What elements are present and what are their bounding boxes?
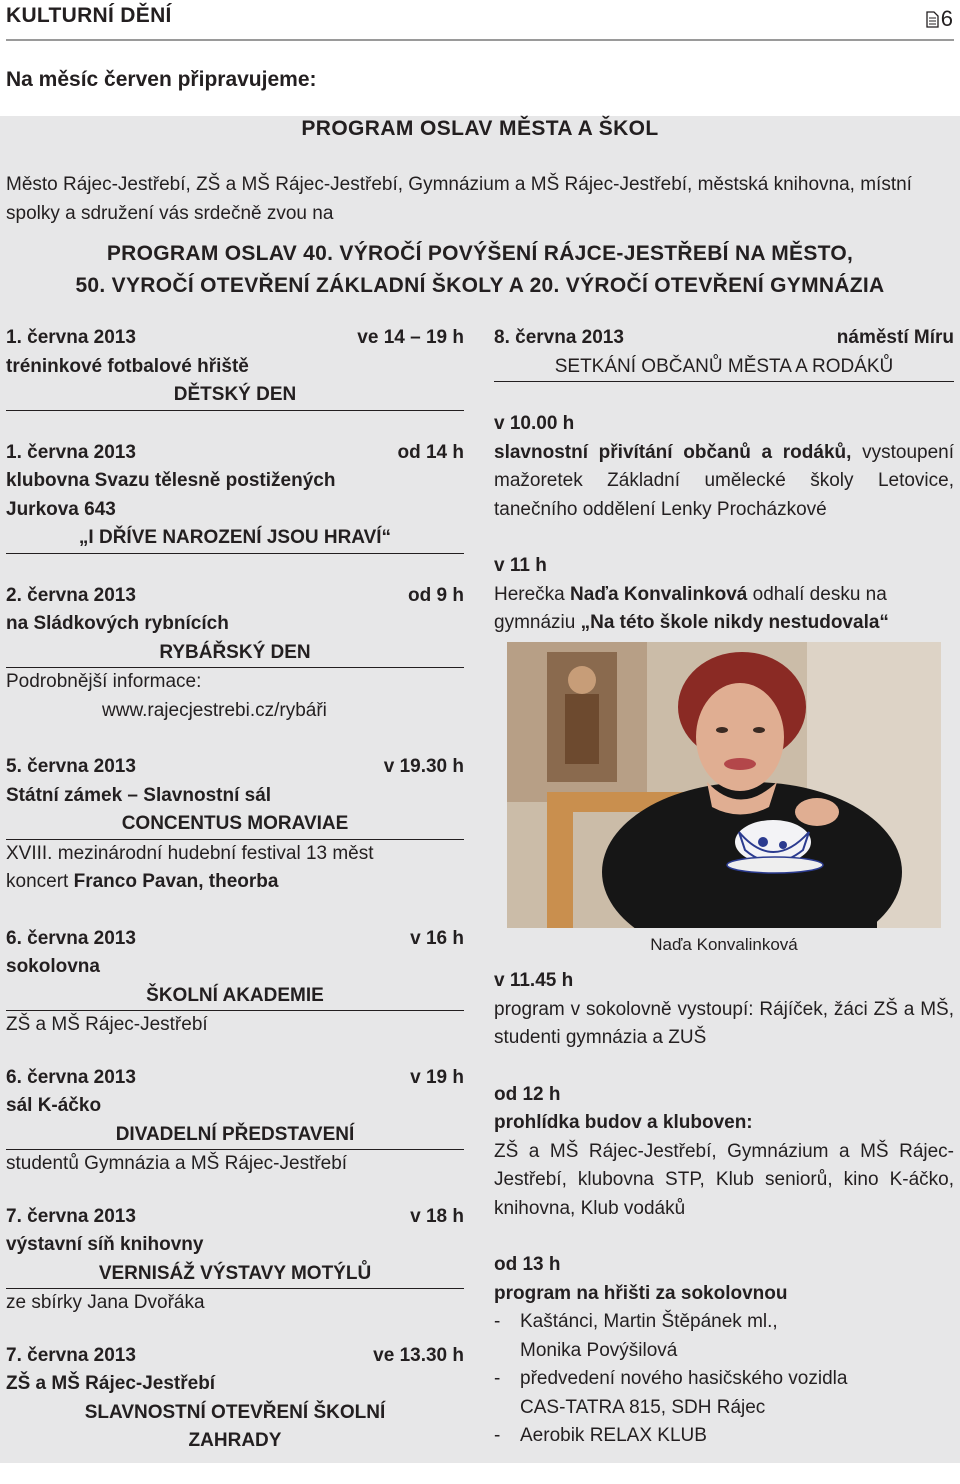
program-block-5 [494,1251,954,1451]
event-title: DIVADELNÍ PŘEDSTAVENÍ [6,1121,464,1151]
program-block-2 [494,552,954,638]
event-time: od 14 h [397,441,464,463]
event-time: v 19.30 h [383,756,464,777]
event-url-link[interactable]: www.rajecjestrebi.cz/rybáři [102,699,327,721]
page-number-text: 6 [940,6,953,31]
event-title: CONCENTUS MORAVIAE [6,810,464,840]
program-time: v 10.00 h [494,413,575,434]
intro-text: Město Rájec-Jestřebí, ZŠ a MŠ Rájec-Jestřebí, Gymnázium a MŠ Rájec-Jestřebí, městská knihovna, místní spolky a sdružení vás srdečně zvou na [6,174,912,224]
list-item-line2: CAS-TATRA 815, SDH Rájec [520,1396,766,1418]
program-desc: ZŠ a MŠ Rájec-Jestřebí, Gymnázium a MŠ Rájec-Jestřebí, klubovna STP, Klub seniorů, kino K-áčko, knihovna, Klub vodáků [494,1140,954,1219]
event-place: výstavní síň knihovny [6,1234,204,1255]
event-title-line2: ZAHRADY [188,1430,282,1451]
event-time: od 9 h [408,584,464,606]
event-place: klubovna Svazu tělesně postižených [6,470,336,491]
event-place: tréninkové fotbalové hřiště [6,355,249,377]
event-desc: XVIII. mezinárodní hudební festival 13 měst [6,842,374,864]
list-item-line2: Monika Povýšilová [520,1339,678,1361]
list-item [494,1422,954,1451]
event-date: 8. června 2013 [494,327,624,348]
event-title: DĚTSKÝ DEN [6,381,464,411]
program-desc-text: vystoupení mažoretek Základní umělecké školy Letovice, tanečního oddělení Lenky Procházkové [494,441,954,520]
actress-photo [507,642,941,928]
program-desc: program v sokolovně vystoupí: Rájíček, žáci ZŠ a MŠ, studenti gymnázia a ZUŠ [494,998,954,1048]
program-time: v 11 h [494,555,547,576]
program-time: od 12 h [494,1083,561,1105]
event-title: VERNISÁŽ VÝSTAVY MOTÝLŮ [6,1260,464,1290]
event-title-line1: SLAVNOSTNÍ OTEVŘENÍ ŠKOLNÍ [84,1401,386,1423]
subtitle: Na měsíc červen připravujeme: [6,68,317,91]
event-place-address: Jurkova 643 [6,498,116,520]
event-title: RYBÁŘSKÝ DEN [6,639,464,669]
event-3 [6,582,464,726]
event-place: na Sládkových rybnících [6,613,229,634]
event-place: sokolovna [6,956,100,977]
program-block-4 [494,1081,954,1224]
event-date: 5. června 2013 [6,756,136,777]
list-item-line1: - předvedení nového hasičského vozidla [520,1368,848,1389]
event-desc-2 [6,868,464,897]
list-item [494,1365,954,1422]
event-place: Státní zámek – Slavnostní sál [6,784,272,806]
program-block-3 [494,967,954,1053]
program-desc-bold: prohlídka budov a kluboven: [494,1112,753,1133]
program-title [0,238,960,302]
event-date: 1. června 2013 [6,327,136,348]
event-place: sál K-áčko [6,1095,102,1116]
program-desc-a: Herečka [494,583,571,605]
list-item [494,1308,954,1365]
program-desc-bold: program na hřišti za sokolovnou [494,1282,788,1304]
event-date: 1. června 2013 [6,441,136,463]
event-place: ZŠ a MŠ Rájec-Jestřebí [6,1373,216,1394]
event-desc: ze sbírky Jana Dvořáka [6,1292,205,1313]
list-item-line1: - Kaštánci, Martin Štěpánek ml., [520,1311,778,1332]
program-desc-c: odhalí desku na gymnáziu [494,583,887,633]
event-desc: ZŠ a MŠ Rájec-Jestřebí [6,1014,208,1035]
header-rule [6,39,954,41]
program-time: od 13 h [494,1254,561,1275]
event-7 [6,1203,464,1318]
event-date: 6. června 2013 [6,927,136,949]
list-item-line1: - Aerobik RELAX KLUB [520,1425,707,1446]
program-desc [494,439,954,525]
event-1 [6,324,464,411]
event-date: 2. června 2013 [6,584,136,606]
document-icon [926,11,939,28]
banner-title: PROGRAM OSLAV MĚSTA A ŠKOL [301,117,659,140]
event-5 [6,925,464,1040]
event-note: Podrobnější informace: [6,671,202,692]
event-8 [6,1342,464,1456]
event-title: ŠKOLNÍ AKADEMIE [6,982,464,1012]
event-title: SETKÁNÍ OBČANŮ MĚSTA A RODÁKŮ [494,353,954,383]
left-column [6,324,464,1484]
program-title-line2: 50. VYROČÍ OTEVŘENÍ ZÁKLADNÍ ŠKOLY A 20. VÝROČÍ OTEVŘENÍ GYMNÁZIA [75,274,885,297]
event-date: 7. června 2013 [6,1344,136,1366]
event-desc: studentů Gymnázia a MŠ Rájec-Jestřebí [6,1153,348,1174]
plaque-title: „Na této škole nikdy nestudovala“ [580,612,889,633]
event-time: v 16 h [410,927,464,949]
event-time: v 18 h [410,1205,464,1227]
event-time: ve 13.30 h [373,1344,464,1366]
event-date: 7. června 2013 [6,1205,136,1227]
actress-name: Naďa Konvalinková [570,583,748,605]
program-time: v 11.45 h [494,970,574,991]
section-title: KULTURNÍ DĚNÍ [6,4,172,27]
event-4 [6,753,464,897]
event-time: v 19 h [410,1066,464,1088]
event-6 [6,1064,464,1179]
page-number [926,6,953,32]
event-place: náměstí Míru [836,327,954,348]
right-column [494,324,954,1451]
photo-caption: Naďa Konvalinková [650,934,798,954]
program-block-1 [494,410,954,524]
program-desc-bold: slavnostní přivítání občanů a rodáků, [494,441,852,463]
event-2 [6,439,464,554]
program-title-line1: PROGRAM OSLAV 40. VÝROČÍ POVÝŠENÍ RÁJCE-JESTŘEBÍ NA MĚSTO, [106,242,854,265]
event-time: ve 14 – 19 h [357,327,464,348]
program-list [494,1308,954,1451]
event-title: „I DŘÍVE NAROZENÍ JSOU HRAVÍ“ [6,524,464,554]
event-date: 6. června 2013 [6,1066,136,1088]
program-desc [494,581,954,638]
event-desc-prefix: koncert [6,871,74,892]
performer-name: Franco Pavan, theorba [73,871,279,892]
